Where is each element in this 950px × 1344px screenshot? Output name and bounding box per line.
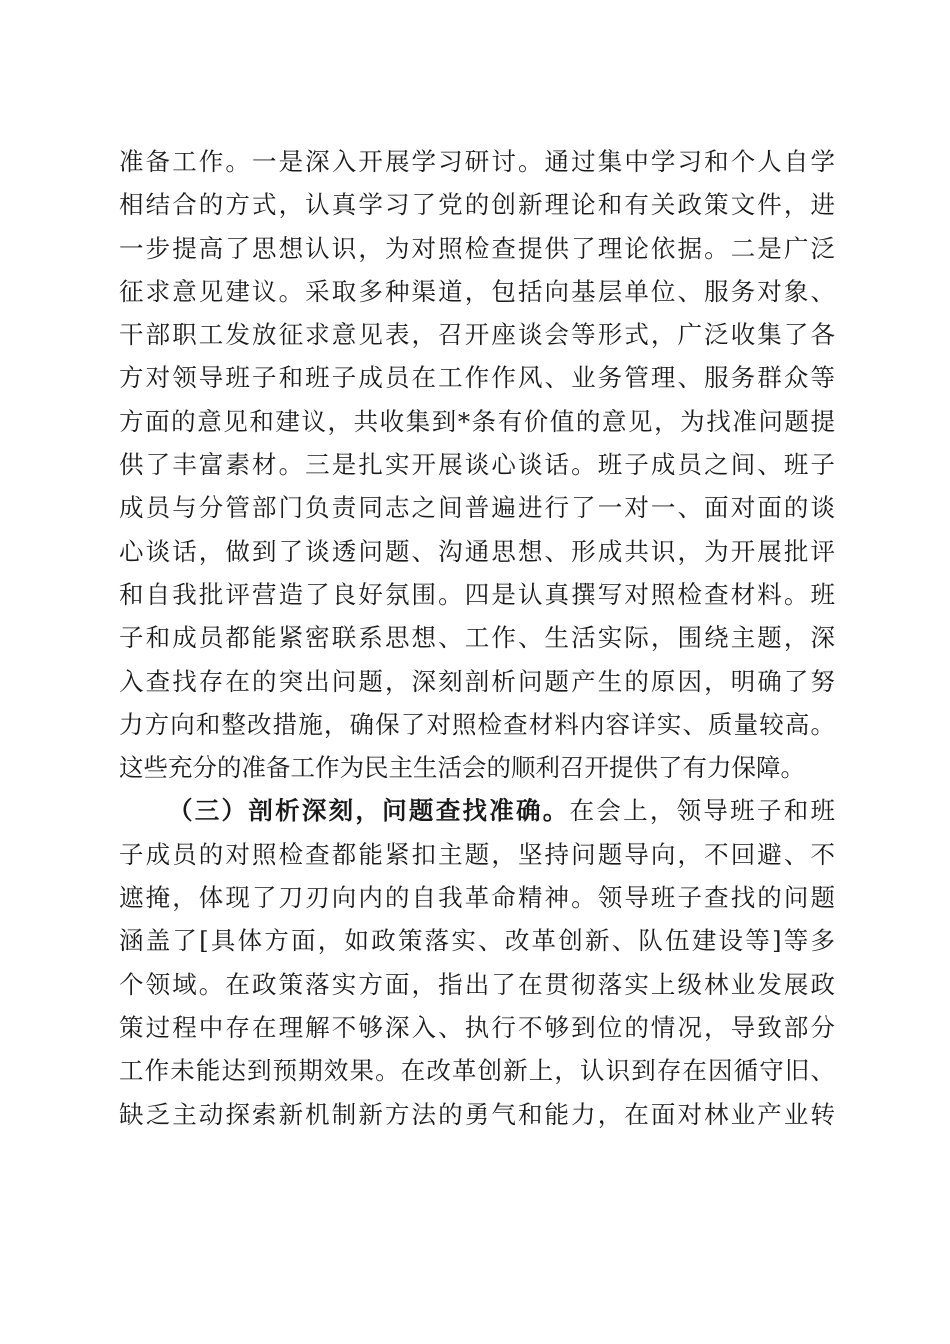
- text-line: 成员与分管部门负责同志之间普遍进行了一对一、面对面的谈: [119, 493, 835, 523]
- text-line: 力方向和整改措施，确保了对照检查材料内容详实、质量较高。: [119, 709, 835, 739]
- text-line: 供了丰富素材。三是扎实开展谈心谈话。班子成员之间、班子: [119, 450, 835, 480]
- text-line: 策过程中存在理解不够深入、执行不够到位的情况，导致部分: [119, 1012, 835, 1042]
- text-line: 缺乏主动探索新机制新方法的勇气和能力，在面对林业产业转: [119, 1099, 835, 1129]
- text-run: 在会上，领导班子和班: [569, 796, 835, 826]
- text-line: 方面的意见和建议，共收集到*条有价值的意见，为找准问题提: [119, 406, 835, 436]
- text-line: 涵盖了[具体方面，如政策落实、改革创新、队伍建设等]等多: [119, 926, 835, 956]
- text-line: 心谈话，做到了谈透问题、沟通思想、形成共识，为开展批评: [119, 536, 835, 566]
- text-line: 一步提高了思想认识，为对照检查提供了理论依据。二是广泛: [119, 233, 835, 263]
- text-line: 个领域。在政策落实方面，指出了在贯彻落实上级林业发展政: [119, 969, 835, 999]
- text-line: 和自我批评营造了良好氛围。四是认真撰写对照检查材料。班: [119, 579, 835, 609]
- text-line: 工作未能达到预期效果。在改革创新上，认识到存在因循守旧、: [119, 1056, 835, 1086]
- section-heading: （三）剖析深刻，问题查找准确。: [168, 796, 570, 826]
- text-line: 干部职工发放征求意见表，召开座谈会等形式，广泛收集了各: [119, 320, 835, 350]
- text-line: 准备工作。一是深入开展学习研讨。通过集中学习和个人自学: [119, 147, 835, 176]
- paragraph-preparation-work: [119, 140, 835, 789]
- text-line: 征求意见建议。采取多种渠道，包括向基层单位、服务对象、: [119, 276, 835, 306]
- paragraph-analysis: [119, 789, 835, 1135]
- document-body: [119, 140, 835, 1136]
- text-line: 子和成员都能紧密联系思想、工作、生活实际，围绕主题，深: [119, 623, 835, 653]
- text-line: 遮掩，体现了刀刃向内的自我革命精神。领导班子查找的问题: [119, 883, 835, 913]
- text-line: 入查找存在的突出问题，深刻剖析问题产生的原因，明确了努: [119, 666, 835, 696]
- text-line: 相结合的方式，认真学习了党的创新理论和有关政策文件，进: [119, 190, 835, 220]
- text-line: 子成员的对照检查都能紧扣主题，坚持问题导向，不回避、不: [119, 839, 835, 869]
- text-line: 这些充分的准备工作为民主生活会的顺利召开提供了有力保障。: [119, 753, 805, 783]
- text-line: 方对领导班子和班子成员在工作作风、业务管理、服务群众等: [119, 363, 835, 393]
- section-heading-line: [119, 789, 835, 832]
